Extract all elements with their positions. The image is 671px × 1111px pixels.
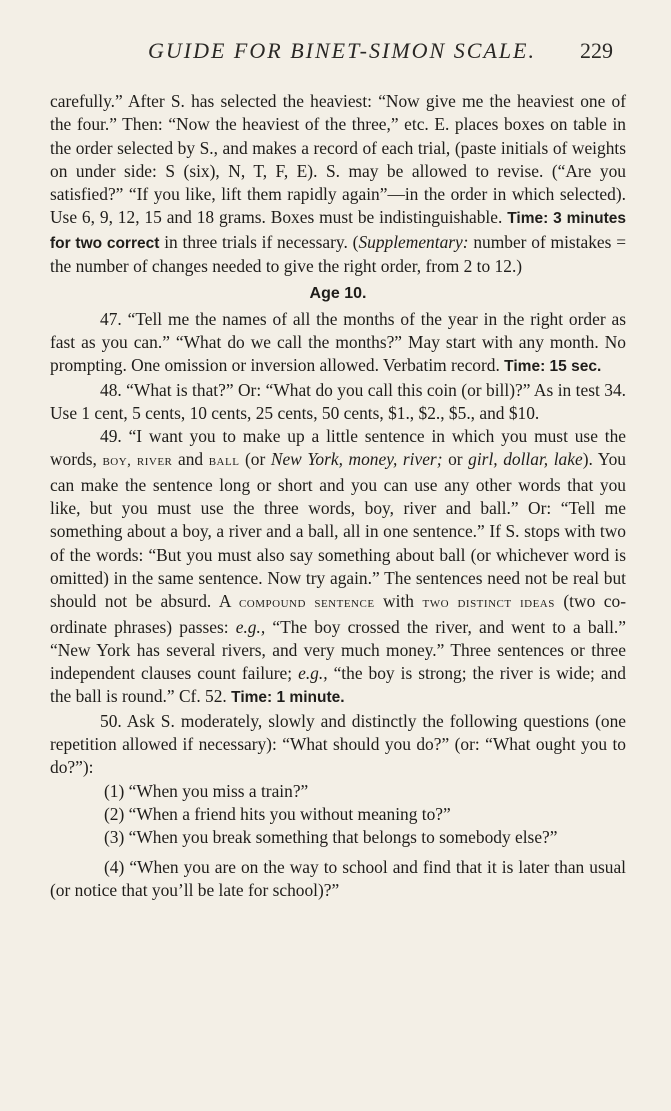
question-item: (1) “When you miss a train?” (104, 780, 309, 801)
page-number: 229 (580, 38, 613, 63)
question-item: (4) “When you are on the way to school and find that it is later than usual (or notice that you’ll be late for school)?” (50, 856, 626, 900)
running-title: GUIDE FOR BINET-SIMON SCALE. (148, 38, 536, 63)
test-48-paragraph: 48. “What is that?” Or: “What do you call this coin (or bill)?” As in test 34. Use 1 cent, 5 cents, 10 cents, 25 cents, 50 cents, $1., $2., $5., and $10. (50, 379, 626, 423)
question-item: (2) “When a friend hits you without meaning to?” (104, 803, 451, 824)
body-text (50, 90, 626, 902)
age-heading: Age 10. (309, 285, 367, 303)
paragraph-weights-continuation: carefully.” After S. has selected the heaviest: “Now give me the heaviest one of the four.” Then: “Now the heaviest of the three,” etc. E. places boxes on table in the order selected by S., and makes a record of each trial, (paste initials of weights on under side: S (six), N, T, F, E). S. may be allowed to revise. (“Are you satisfied?” “If you like, lift them rapidly again”—in the order in which selected). Use 6, 9, 12, 15 and 18 grams. Boxes must be indistinguishable. Time: 3 minutes for two correct in three trials if necessary. (Supplementary: number of mistakes = the number of changes needed to give the right order, from 2 to 12.) (50, 91, 627, 277)
test-50-paragraph: 50. Ask S. moderately, slowly and distinctly the following questions (one repetition allowed if necessary): “What should you do?” (or: “What ought you to do?”): (50, 710, 626, 778)
question-item: (3) “When you break something that belongs to somebody else?” (104, 827, 558, 848)
test-47-paragraph: 47. “Tell me the names of all the months of the year in the right order as fast as you can.” “What do we call the months?” May start with any month. No prompting. One omission or inversion allowed. Verbatim record. Time: 15 sec. (50, 308, 626, 376)
page-header (0, 38, 671, 68)
test-49-paragraph: 49. “I want you to make up a little sentence in which you must use the words, boy, river and ball (or New York, money, river; or girl, dollar, lake). You can make the sentence long or short and you can use any other words that you like, but you must use the three words, boy, river and ball.” Or: “Tell me something about a boy, a river and a ball, all in one sentence.” If S. stops with two of the words: “But you must also say something about ball (or whichever word is omitted) in the same sentence. Now try again.” The sentences need not be real but should not be absurd. A compound sentence with two distinct ideas (two co-ordinate phrases) passes: e.g., “The boy crossed the river, and went to a ball.” “New York has several rivers, and very much money.” Three sentences or three independent clauses count failure; e.g., “the boy is strong; the river is wide; and the ball is round.” Cf. 52. Time: 1 minute. (50, 426, 626, 707)
